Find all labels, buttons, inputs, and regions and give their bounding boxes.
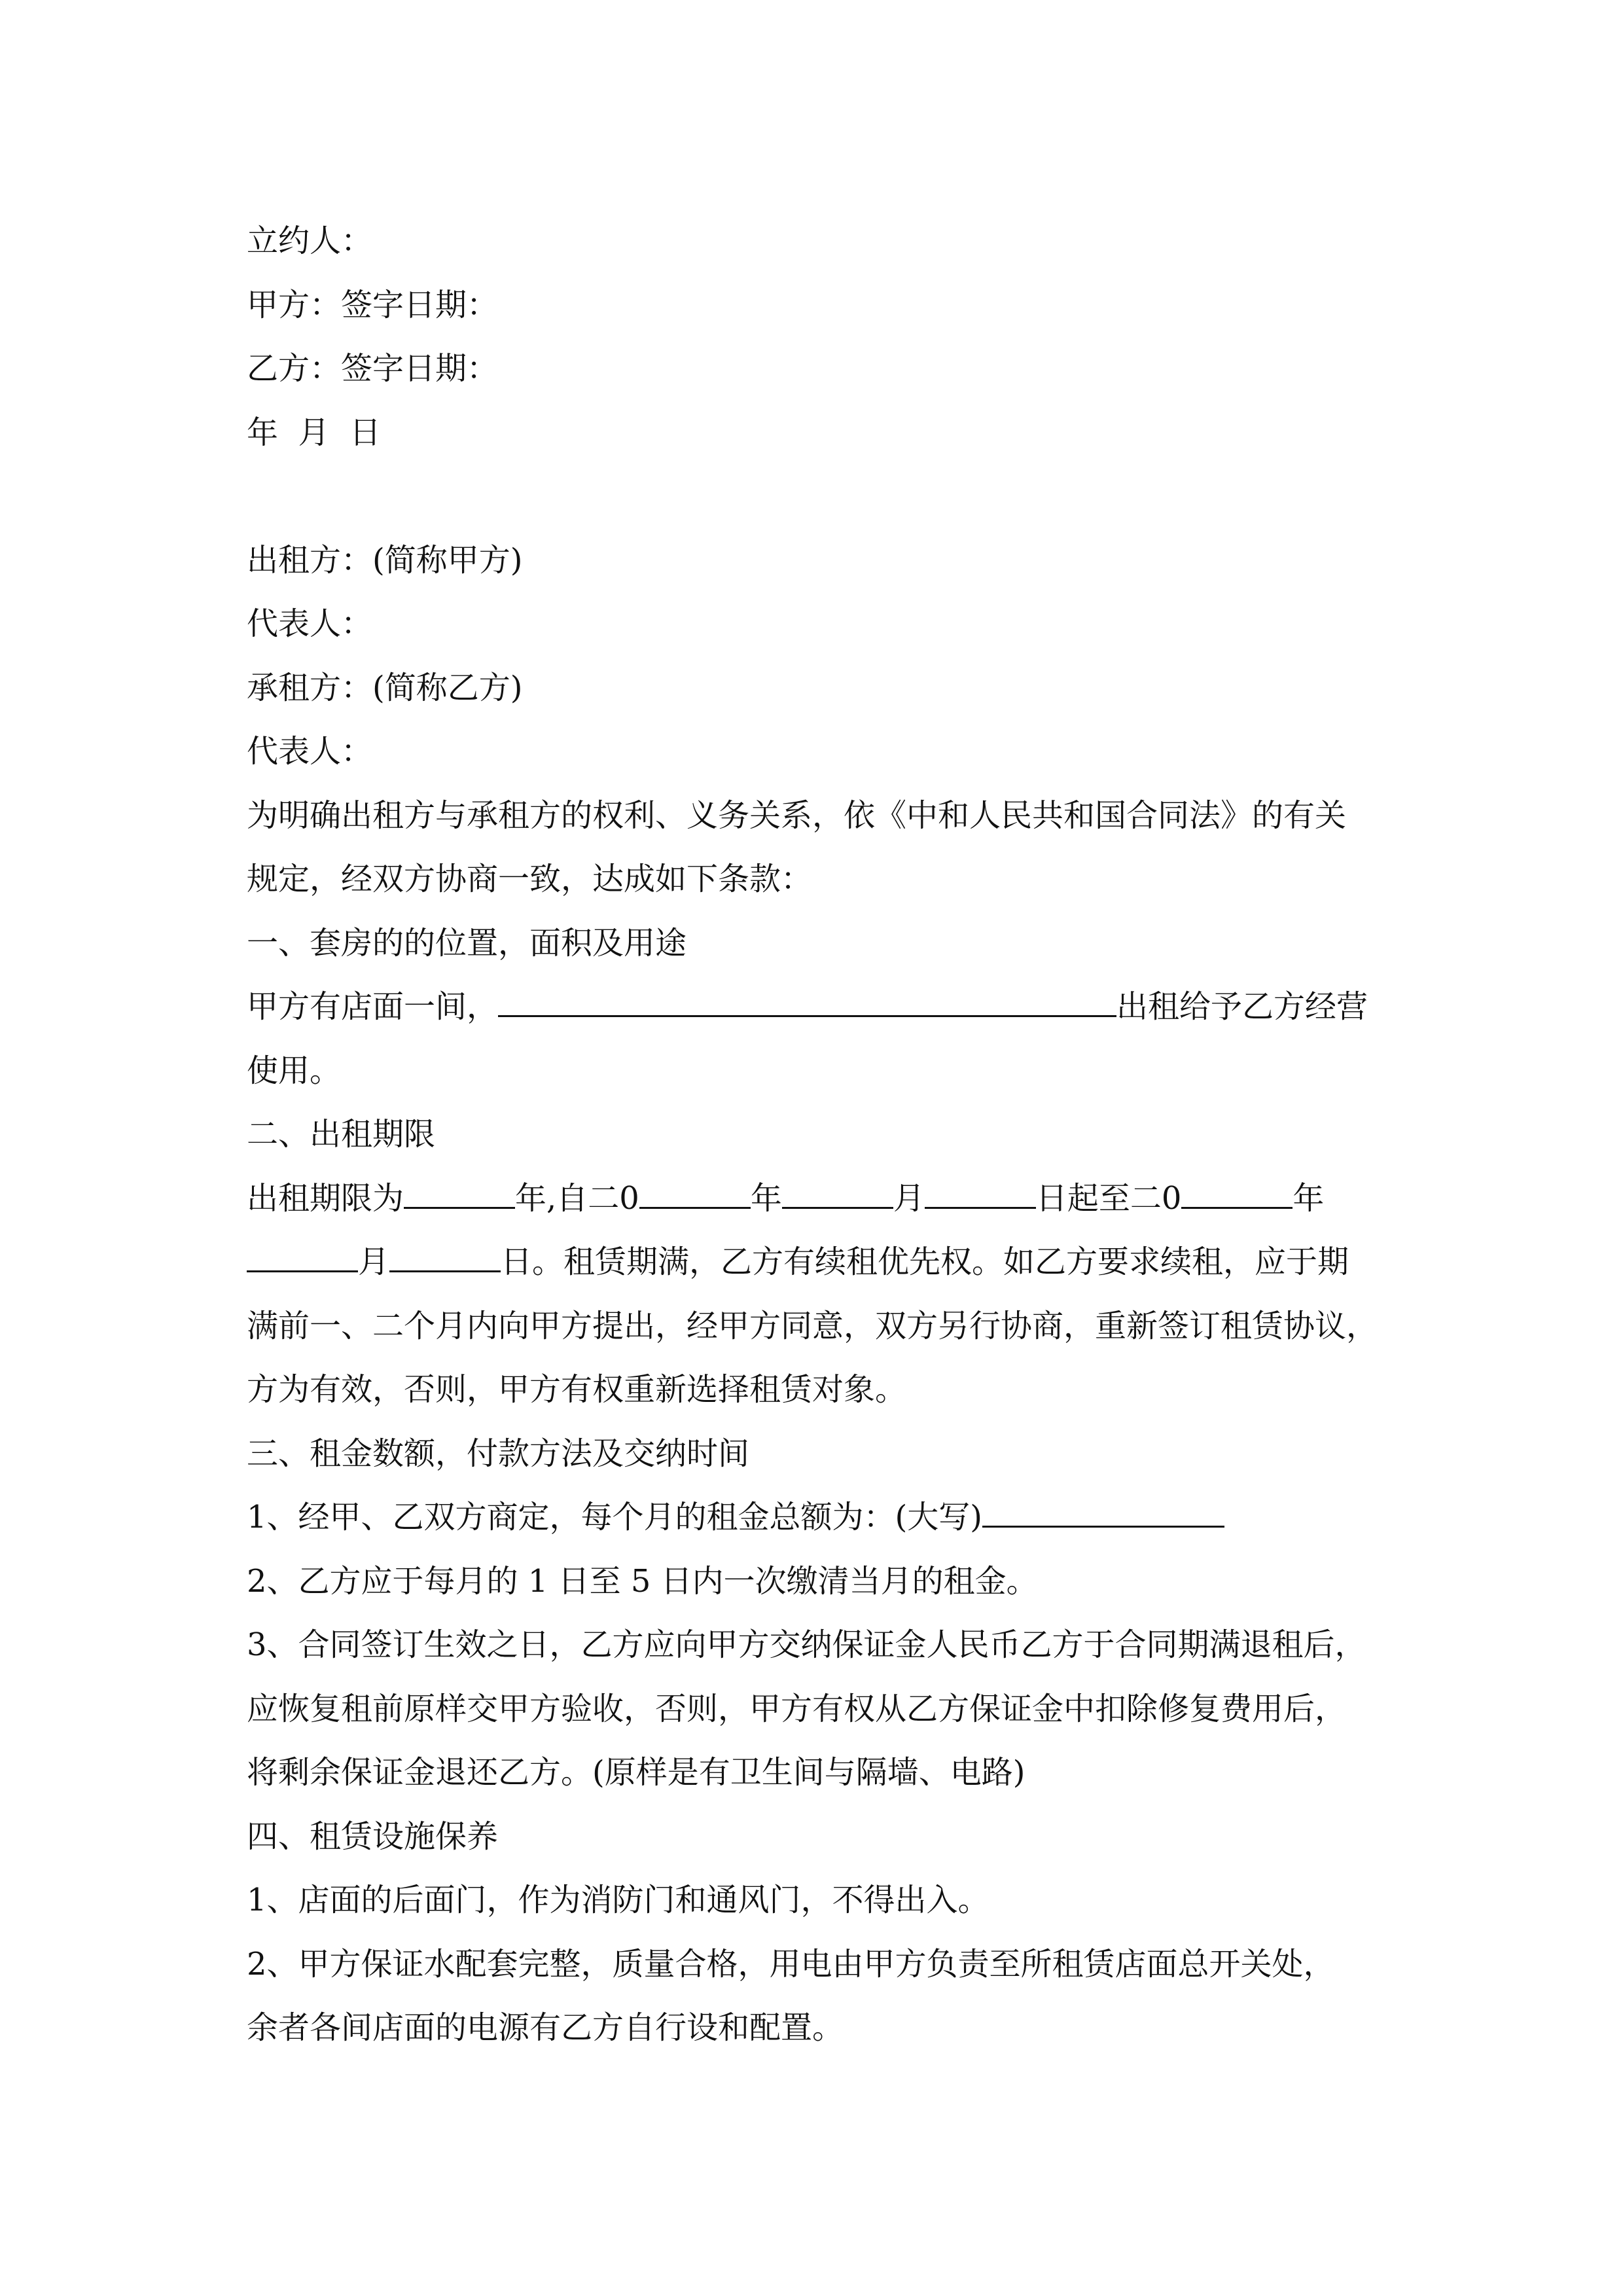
preamble-line-2: 规定，经双方协商一致，达成如下条款： [247, 861, 813, 897]
contract-body [247, 209, 1385, 2060]
rent-amount-text: 1、经甲、乙双方商定，每个月的租金总额为：(大写) [247, 1499, 982, 1535]
preamble-line-1: 为明确出租方与承租方的权利、义务关系，依《中和人民共和国合同法》的有关 [247, 797, 1347, 834]
lessee-representative-line: 代表人： [247, 733, 373, 770]
section-4-item-2-line-1: 2、甲方保证水配套完整，质量合格，用电由甲方负责至所租赁店面总开关处， [247, 1945, 1335, 1982]
lease-years-blank [404, 1181, 515, 1209]
end-day-blank [389, 1244, 501, 1272]
signing-date-text: 年 月 日 [247, 414, 382, 451]
start-month-label: 年 [750, 1179, 782, 1217]
party-b-signature-line: 乙方：签字日期： [247, 350, 499, 387]
start-day-blank [925, 1181, 1036, 1209]
section-2-line-1 [247, 1167, 1385, 1231]
start-month-blank [782, 1181, 893, 1209]
rent-amount-blank [982, 1499, 1224, 1528]
section-4-item-2-line-2: 余者各间店面的电源有乙方自行设和配置。 [247, 2009, 844, 2046]
lessor-line: 出租方：(简称甲方) [247, 541, 523, 579]
section-spacer [247, 465, 1385, 529]
start-year-blank [639, 1181, 751, 1209]
section-4-item-1: 1、店面的后面门，作为消防门和通风门，不得出入。 [247, 1882, 990, 1918]
signing-date-line [247, 401, 1385, 465]
party-a-signature-line: 甲方：签字日期： [247, 286, 499, 323]
renewal-text: 日。租赁期满，乙方有续租优先权。如乙方要求续租，应于期 [501, 1244, 1349, 1280]
lessor-representative-line: 代表人： [247, 605, 373, 642]
store-location-blank [498, 989, 1116, 1017]
section-1-heading: 一、套房的的位置，面积及用途 [247, 924, 687, 961]
section-1-suffix: 出租给予乙方经营 [1116, 988, 1368, 1025]
section-3-item-2: 2、乙方应于每月的 1 日至 5 日内一次缴清当月的租金。 [247, 1562, 1038, 1600]
section-2-heading: 二、出租期限 [247, 1116, 436, 1153]
end-year-blank [1181, 1181, 1293, 1209]
section-3-item-3-line-2: 应恢复租前原样交甲方验收，否则，甲方有权从乙方保证金中扣除修复费用后， [247, 1690, 1347, 1727]
signing-parties-label: 立约人： [247, 223, 373, 259]
section-3-item-3-line-3: 将剩余保证金退还乙方。(原样是有卫生间与隔墙、电路) [247, 1754, 1026, 1791]
section-2-line-3: 满前一、二个月内向甲方提出，经甲方同意，双方另行协商，重新签订租赁协议， [247, 1307, 1378, 1344]
section-1-prefix: 甲方有店面一间， [247, 988, 499, 1025]
start-day-label: 月 [893, 1179, 925, 1217]
end-year-label: 日起至二0 [1035, 1179, 1182, 1217]
end-month-label: 月 [358, 1244, 390, 1280]
section-1-line-1 [247, 975, 1385, 1039]
lease-term-label: 出租期限为 [247, 1179, 404, 1217]
section-4-heading: 四、租赁设施保养 [247, 1818, 499, 1855]
section-3-heading: 三、租金数额，付款方法及交纳时间 [247, 1435, 750, 1472]
lessee-line: 承租方：(简称乙方) [247, 669, 523, 706]
start-year-label: 年,自二0 [515, 1179, 639, 1217]
section-1-line-2: 使用。 [247, 1052, 342, 1089]
section-3-item-1 [247, 1486, 1385, 1550]
end-year-unit: 年 [1293, 1179, 1325, 1217]
section-2-line-2 [247, 1230, 1385, 1295]
section-3-item-3-line-1: 3、合同签订生效之日，乙方应向甲方交纳保证金人民币乙方于合同期满退租后， [247, 1626, 1366, 1663]
section-2-line-4: 方为有效，否则，甲方有权重新选择租赁对象。 [247, 1371, 907, 1408]
end-month-blank [247, 1244, 358, 1272]
